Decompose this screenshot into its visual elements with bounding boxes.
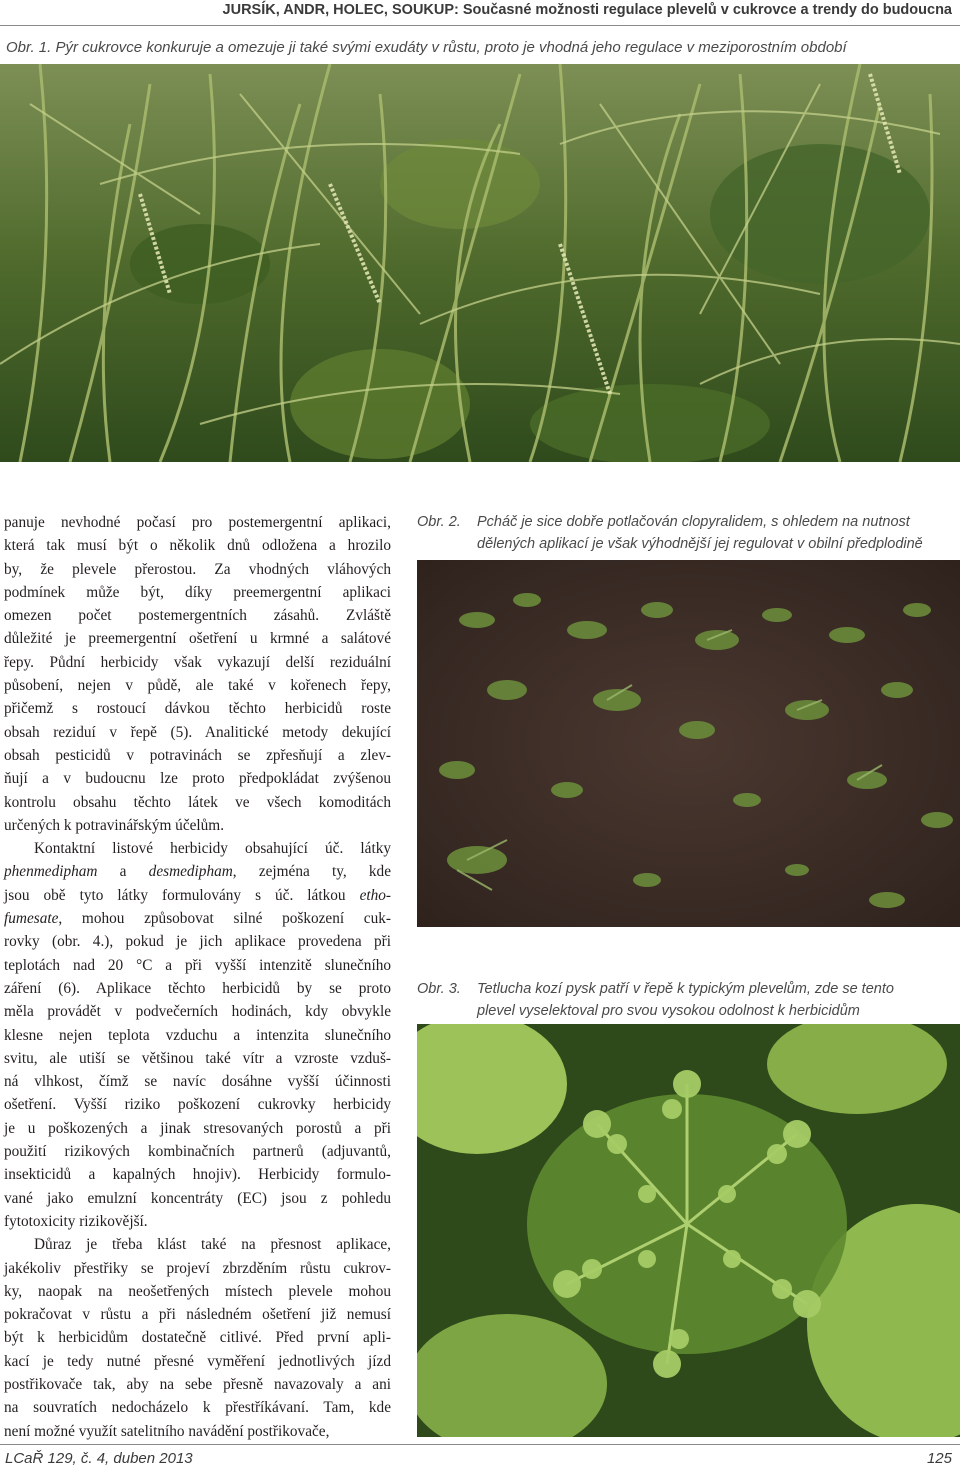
- text-line: ky, naopak na neošetřených místech plevele mohou: [4, 1282, 391, 1300]
- figure2-caption-text: [477, 512, 960, 555]
- journal-citation: LCaŘ 129, č. 4, duben 2013: [5, 1450, 193, 1467]
- thistle-photo-illustration: [417, 560, 960, 927]
- figure2-caption: [417, 512, 960, 555]
- paragraph-2: [4, 837, 391, 1233]
- text-line: použití rizikových kombinačních partnerů (adjuvantů,: [4, 1143, 391, 1161]
- caption-line: plevel vyselektoval pro svou vysokou odolnost k herbicidům: [477, 1002, 860, 1019]
- text-line: svitu, ale utiší se většinou také vítr a vzroste vzduš-: [4, 1049, 391, 1067]
- phenmedipham-term: phenmedipham: [4, 863, 98, 881]
- caption-line: dělených aplikací je však výhodnější jej regulovat v obilní předplodině: [477, 535, 923, 552]
- text-line: postřikovače tak, aby na sebe přesně navazovaly a ani: [4, 1375, 391, 1393]
- text-line: obsah reziduí v řepě (5). Analitické metody dekující: [4, 723, 391, 741]
- text-line: Kontaktní listové herbicidy obsahující úč. látky: [34, 840, 391, 858]
- text-line: [4, 884, 391, 907]
- text-line: přičemž s rostoucí dávkou těchto herbicidů roste: [4, 700, 391, 718]
- text-line: důležité je preemergentní ošetření u krmné a salátové: [4, 630, 391, 648]
- text-line: působení, nejen v půdě, ale také v kořenech řepy,: [4, 677, 391, 695]
- paragraph-1: [4, 511, 391, 837]
- text-line: rovky (obr. 4.), pokud je jich aplikace provedena při: [4, 933, 391, 951]
- text-line: ná vlhkost, čímž se navíc dosáhne vyšší účinnosti: [4, 1073, 391, 1091]
- text-line: panuje nevhodné počasí pro postemergentní aplikaci,: [4, 514, 391, 531]
- text-fragment: , mohou způsobovat silné poškození cuk-: [58, 910, 391, 928]
- text-line: klesne nejen teplota vzduchu a intenzita slunečního: [4, 1026, 391, 1044]
- text-line: [4, 907, 391, 930]
- text-line: Důraz je třeba klást také na přesnost aplikace,: [34, 1236, 391, 1254]
- header-rule: [0, 25, 960, 26]
- text-line: by, že plevele přerostou. Za vhodných vláhových: [4, 560, 391, 578]
- text-line: omezen počet postemergentních zásahů. Zvláště: [4, 607, 391, 625]
- paragraph-3: [4, 1233, 391, 1443]
- figure2-photo: [417, 560, 960, 927]
- text-fragment: a: [97, 863, 149, 881]
- text-line: na souvratích nedocházelo k přestříkávaní. Tam, kde: [4, 1399, 391, 1417]
- text-line: být k herbicidům dostatečně citlivé. Před první apli-: [4, 1329, 391, 1347]
- grass-photo-illustration: [0, 64, 960, 462]
- body-text-column: [4, 511, 391, 1443]
- footer-rule: [0, 1444, 960, 1445]
- text-line: kontrolu obsahu těchto látek ve všech komoditách: [4, 793, 391, 811]
- text-line: je u poškozených a jinak stresovaných porostů a při: [4, 1119, 391, 1137]
- figure1-caption: Obr. 1. Pýr cukrovce konkuruje a omezuje ji také svými exudáty v růstu, proto je vhodná jeho regulace v meziporostním období: [6, 39, 847, 56]
- text-line: ošetření. Vyšší riziko poškození cukrovky herbicidy: [4, 1096, 391, 1114]
- desmedipham-term: desmedipham: [148, 863, 233, 881]
- text-line: určených k potravinářským účelům.: [4, 816, 225, 834]
- text-line: podmínek může být, díky preemergentní aplikaci: [4, 583, 391, 601]
- text-fragment: jsou obě tyto látky formulovány s úč. látkou: [4, 886, 360, 904]
- text-line: která tak musí být o několik dnů odložena a hrozilo: [4, 537, 391, 555]
- text-line: teplotách nad 20 °C a při vyšší intenzitě slunečního: [4, 956, 391, 974]
- parsley-photo-illustration: [417, 1024, 960, 1437]
- caption-line: Pcháč je sice dobře potlačován clopyralidem, s ohledem na nutnost: [477, 514, 910, 530]
- ethofumesate-term: etho-: [359, 886, 391, 904]
- text-line: obsah pesticidů v potravinách se zpřesňují a zlev-: [4, 746, 391, 764]
- text-line: pokračovat v růstu a při následném ošetření již nemusí: [4, 1306, 391, 1324]
- text-line: vané jako emulzní koncentráty (EC) jsou z pohledu: [4, 1189, 391, 1207]
- text-line: jakékoliv přestřiky se projeví zbrzděním růstu cukrov-: [4, 1259, 391, 1277]
- text-line: kací je tedy nutné přesné vyměření jednotlivých jízd: [4, 1352, 391, 1370]
- figure3-caption-text: [477, 979, 960, 1022]
- text-line: řepy. Půdní herbicidy však vykazují delší reziduální: [4, 653, 391, 671]
- text-line: záření (6). Aplikace těchto herbicidů by se proto: [4, 979, 391, 997]
- text-line: ňují a v budoucnu lze proto předpokládat zvýšenou: [4, 770, 391, 788]
- text-line: měla provádět v podvečerních hodinách, kdy obvykle: [4, 1003, 391, 1021]
- text-line: [4, 860, 391, 883]
- page-number: 125: [926, 1450, 952, 1467]
- figure1-photo: [0, 64, 960, 462]
- text-line: není možné využít satelitního navádění postřikovače,: [4, 1422, 330, 1440]
- running-head: JURSÍK, ANDR, HOLEC, SOUKUP: Současné možnosti regulace plevelů v cukrovce a trendy do budoucna: [222, 2, 952, 18]
- figure3-label: Obr. 3.: [417, 981, 461, 997]
- text-line: insekticidů a kapalných hnojiv). Herbicidy formulo-: [4, 1166, 391, 1184]
- text-line: fytotoxicity rizikovější.: [4, 1212, 148, 1230]
- ethofumesate-term-end: fumesate: [4, 910, 59, 928]
- figure2-label: Obr. 2.: [417, 514, 461, 530]
- text-fragment: , zejména ty, kde: [232, 863, 391, 881]
- figure3-caption: [417, 979, 960, 1022]
- figure3-photo: [417, 1024, 960, 1437]
- caption-line: Tetlucha kozí pysk patří v řepě k typickým plevelům, zde se tento: [477, 981, 894, 997]
